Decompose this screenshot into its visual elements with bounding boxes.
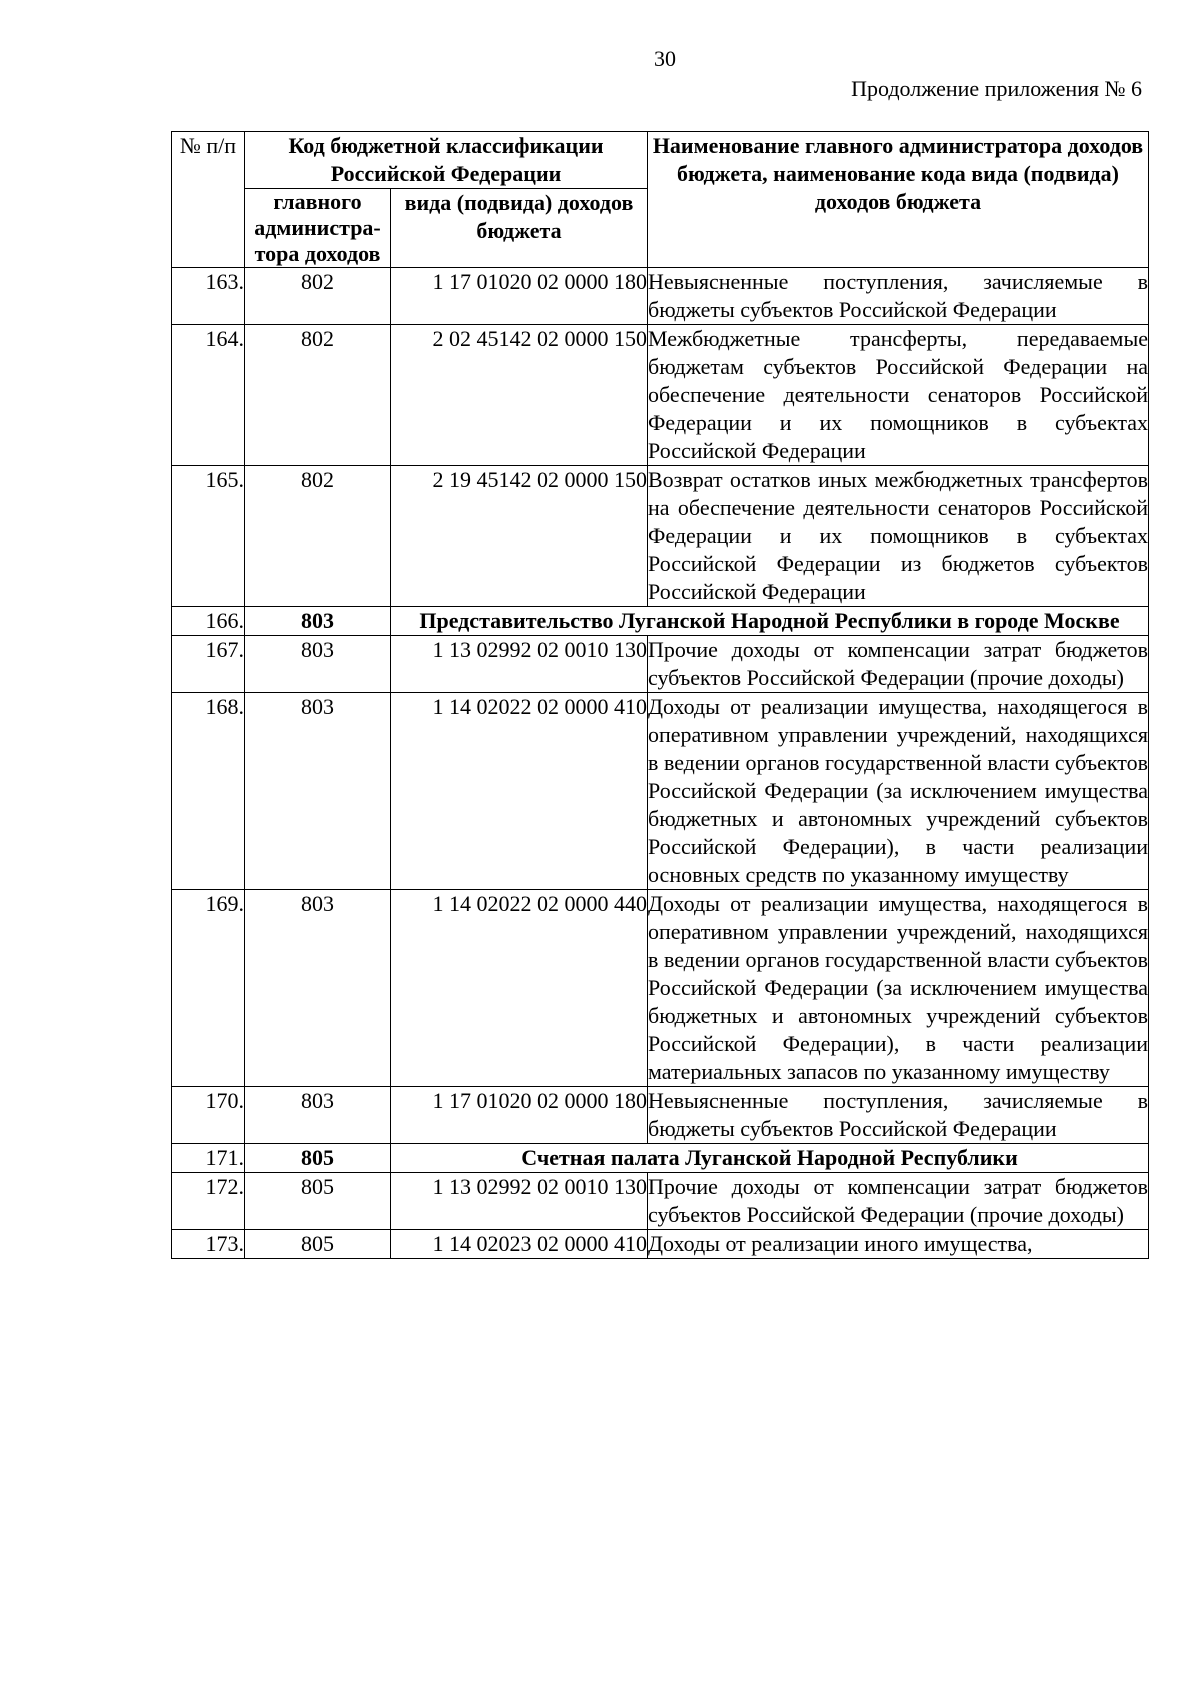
row-number: 170. (172, 1087, 245, 1144)
row-number: 164. (172, 325, 245, 466)
row-income-code: 1 17 01020 02 0000 180 (391, 1087, 648, 1144)
row-income-name: Доходы от реализации имущества, находящегося в оперативном управлении учреждений, находящихся в ведении органов государственной власти субъектов Российской Федерации (за исключением имущества бюджетных и автономных учреждений субъектов Российской Федерации), в части реализации основных средств по указанному имуществу (648, 693, 1149, 890)
table-row (172, 1173, 1149, 1230)
appendix-continuation: Продолжение приложения № 6 (851, 76, 1142, 101)
row-number: 172. (172, 1173, 245, 1230)
table-row (172, 636, 1149, 693)
page-number: 30 (654, 46, 676, 71)
table-row (172, 1087, 1149, 1144)
row-admin-code: 805 (245, 1144, 391, 1173)
row-income-name: Невыясненные поступления, зачисляемые в бюджеты субъектов Российской Федерации (648, 268, 1149, 325)
row-admin-code: 805 (245, 1173, 391, 1230)
section-title: Представительство Луганской Народной Республики в городе Москве (391, 607, 1149, 636)
table-section-row (172, 1144, 1149, 1173)
row-admin-code: 803 (245, 607, 391, 636)
table-row (172, 268, 1149, 325)
row-admin-code: 803 (245, 890, 391, 1087)
row-number: 171. (172, 1144, 245, 1173)
header-number: № п/п (172, 132, 245, 268)
table-row (172, 325, 1149, 466)
row-number: 169. (172, 890, 245, 1087)
row-admin-code: 805 (245, 1230, 391, 1259)
row-admin-code: 803 (245, 636, 391, 693)
header-admin: главного администра-тора доходов (245, 189, 391, 268)
header-code: вида (подвида) доходов бюджета (391, 189, 648, 268)
row-income-code: 1 14 02022 02 0000 410 (391, 693, 648, 890)
header-kbk: Код бюджетной классификации Российской Федерации (245, 132, 648, 189)
row-income-name: Невыясненные поступления, зачисляемые в бюджеты субъектов Российской Федерации (648, 1087, 1149, 1144)
row-income-code: 2 02 45142 02 0000 150 (391, 325, 648, 466)
row-admin-code: 803 (245, 693, 391, 890)
table-row (172, 693, 1149, 890)
row-income-code: 1 17 01020 02 0000 180 (391, 268, 648, 325)
row-income-name: Доходы от реализации имущества, находящегося в оперативном управлении учреждений, находящихся в ведении органов государственной власти субъектов Российской Федерации (за исключением имущества бюджетных и автономных учреждений субъектов Российской Федерации), в части реализации материальных запасов по указанному имуществу (648, 890, 1149, 1087)
row-number: 173. (172, 1230, 245, 1259)
row-income-name: Прочие доходы от компенсации затрат бюджетов субъектов Российской Федерации (прочие доходы) (648, 636, 1149, 693)
row-number: 163. (172, 268, 245, 325)
row-number: 167. (172, 636, 245, 693)
row-admin-code: 802 (245, 325, 391, 466)
row-number: 166. (172, 607, 245, 636)
row-income-name: Прочие доходы от компенсации затрат бюджетов субъектов Российской Федерации (прочие доходы) (648, 1173, 1149, 1230)
row-number: 165. (172, 466, 245, 607)
row-income-name: Межбюджетные трансферты, передаваемые бюджетам субъектов Российской Федерации на обеспечение деятельности сенаторов Российской Федерации и их помощников в субъектах Российской Федерации (648, 325, 1149, 466)
row-admin-code: 803 (245, 1087, 391, 1144)
row-income-code: 1 14 02022 02 0000 440 (391, 890, 648, 1087)
table-section-row (172, 607, 1149, 636)
row-income-code: 2 19 45142 02 0000 150 (391, 466, 648, 607)
row-income-name: Доходы от реализации иного имущества, (648, 1230, 1149, 1259)
row-number: 168. (172, 693, 245, 890)
section-title: Счетная палата Луганской Народной Республики (391, 1144, 1149, 1173)
table-row (172, 466, 1149, 607)
row-income-code: 1 13 02992 02 0010 130 (391, 1173, 648, 1230)
table-row (172, 890, 1149, 1087)
row-income-name: Возврат остатков иных межбюджетных трансфертов на обеспечение деятельности сенаторов Российской Федерации и их помощников в субъектах Российской Федерации из бюджетов субъектов Российской Федерации (648, 466, 1149, 607)
row-admin-code: 802 (245, 268, 391, 325)
table-body (172, 268, 1149, 1259)
row-income-code: 1 14 02023 02 0000 410 (391, 1230, 648, 1259)
row-admin-code: 802 (245, 466, 391, 607)
header-name: Наименование главного администратора доходов бюджета, наименование кода вида (подвида) доходов бюджета (648, 132, 1149, 268)
budget-classification-table (171, 131, 1149, 1259)
table-row (172, 1230, 1149, 1259)
row-income-code: 1 13 02992 02 0010 130 (391, 636, 648, 693)
